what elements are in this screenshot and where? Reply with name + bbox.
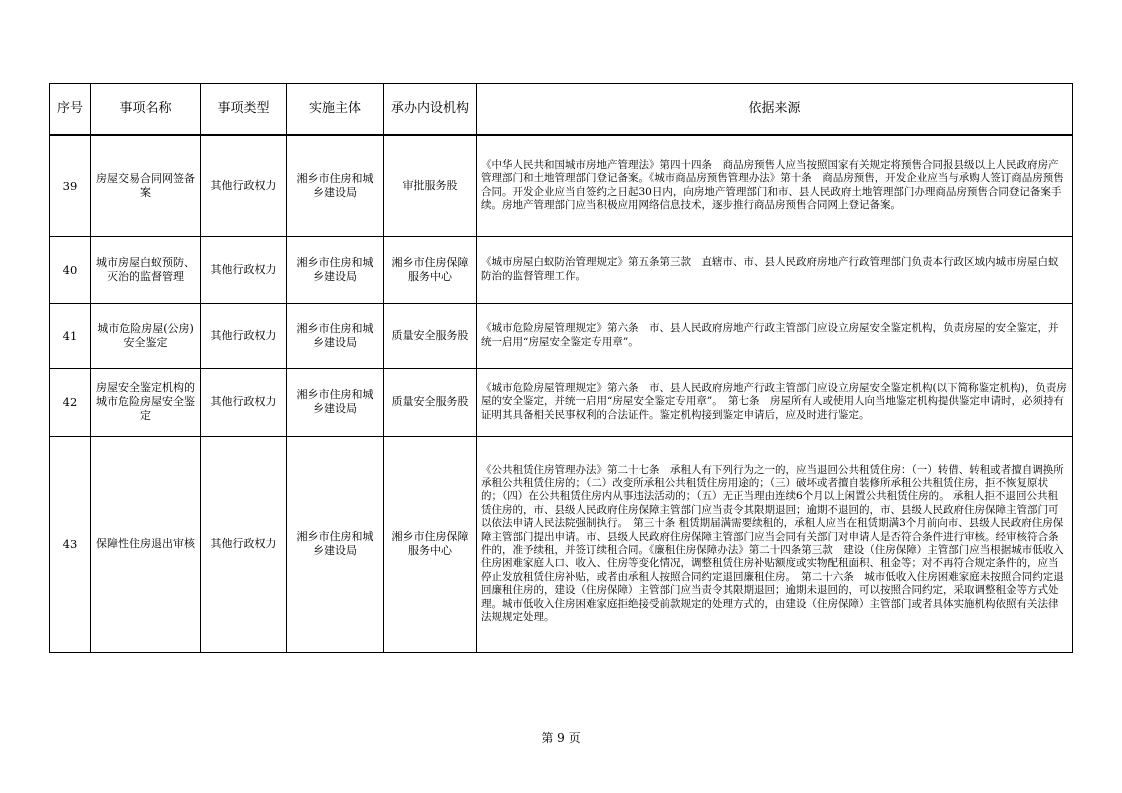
cell-name: 房屋安全鉴定机构的城市危险房屋安全鉴定 <box>91 368 201 436</box>
table-row <box>50 368 1073 436</box>
cell-type: 其他行政权力 <box>201 236 287 303</box>
cell-basis: 《公共租赁住房管理办法》第二十七条 承租人有下列行为之一的，应当退回公共租赁住房：（一）转借、转租或者擅自调换所承租公共租赁住房的；（二）改变所承租公共租赁住房用途的；（三）破坏或者擅自装修所承租公共租赁住房，拒不恢复原状的；（四）在公共租赁住房内从事违法活动的；（五）无正当理由连续6个月以上闲置公共租赁住房的。 承租人拒不退回公共租赁住房的，市、县级人民政府住房保障主管部门应当责令其限期退回；逾期不退回的，市、县级人民政府住房保障主管部门可以依法申请人民法院强制执行。 第三十条 租赁期届满需要续租的，承租人应当在租赁期满3个月前向市、县级人民政府住房保障主管部门提出申请。市、县级人民政府住房保障主管部门应当会同有关部门对申请人是否符合条件进行审核。经审核符合条件的，准予续租，并签订续租合同。《廉租住房保障办法》第二十四条第三款 建设（住房保障）主管部门应当根据城市低收入住房困难家庭人口、收入、住房等变化情况，调整租赁住房补贴额度或实物配租面积、租金等；对不再符合规定条件的，应当停止发放租赁住房补贴，或者由承租人按照合同约定退回廉租住房。 第二十六条 城市低收入住房困难家庭未按照合同约定退回廉租住房的，建设（住房保障）主管部门应当责令其限期退回；逾期未退回的，可以按照合同约定，采取调整租金等方式处理。城市低收入住房困难家庭拒绝接受前款规定的处理方式的，由建设（住房保障）主管部门或者具体实施机构依照有关法律法规规定处理。 <box>477 436 1073 652</box>
cell-type: 其他行政权力 <box>201 303 287 368</box>
cell-subject: 湘乡市住房和城乡建设局 <box>287 436 384 652</box>
page-number-suffix: 页 <box>568 731 581 745</box>
cell-type: 其他行政权力 <box>201 135 287 236</box>
cell-basis: 《城市危险房屋管理规定》第六条 市、县人民政府房地产行政主管部门应设立房屋安全鉴定机构，负责房屋的安全鉴定，并统一启用“房屋安全鉴定专用章”。 <box>477 303 1073 368</box>
cell-basis: 《城市房屋白蚁防治管理规定》第五条第三款 直辖市、市、县人民政府房地产行政管理部门负责本行政区域内城市房屋白蚁防治的监督管理工作。 <box>477 236 1073 303</box>
cell-subject: 湘乡市住房和城乡建设局 <box>287 368 384 436</box>
cell-seq: 41 <box>50 303 91 368</box>
header-type: 事项类型 <box>201 84 287 136</box>
cell-basis: 《城市危险房屋管理规定》第六条 市、县人民政府房地产行政主管部门应设立房屋安全鉴定机构(以下简称鉴定机构)，负责房屋的安全鉴定，并统一启用“房屋安全鉴定专用章”。 第七条 房屋所有人或使用人向当地鉴定机构提供鉴定申请时，必须持有证明其具备相关民事权利的合法证件。鉴定机构接到鉴定申请后，应及时进行鉴定。 <box>477 368 1073 436</box>
table-header-row <box>50 84 1073 136</box>
cell-basis: 《中华人民共和国城市房地产管理法》第四十四条 商品房预售人应当按照国家有关规定将预售合同报县级以上人民政府房产管理部门和土地管理部门登记备案。《城市商品房预售管理办法》第十条 商品房预售，开发企业应当与承购人签订商品房预售合同。开发企业应当自签约之日起30日内，向房地产管理部门和市、县人民政府土地管理部门办理商品房预售合同登记备案手续。房地产管理部门应当积极应用网络信息技术，逐步推行商品房预售合同网上登记备案。 <box>477 135 1073 236</box>
cell-org: 审批服务股 <box>384 135 477 236</box>
cell-type: 其他行政权力 <box>201 368 287 436</box>
table-row <box>50 436 1073 652</box>
cell-type: 其他行政权力 <box>201 436 287 652</box>
cell-seq: 43 <box>50 436 91 652</box>
cell-org: 质量安全服务股 <box>384 368 477 436</box>
table-row <box>50 236 1073 303</box>
cell-seq: 39 <box>50 135 91 236</box>
cell-subject: 湘乡市住房和城乡建设局 <box>287 135 384 236</box>
cell-seq: 40 <box>50 236 91 303</box>
cell-subject: 湘乡市住房和城乡建设局 <box>287 236 384 303</box>
header-seq: 序号 <box>50 84 91 136</box>
cell-org: 湘乡市住房保障服务中心 <box>384 436 477 652</box>
cell-subject: 湘乡市住房和城乡建设局 <box>287 303 384 368</box>
page-number-prefix: 第 <box>541 731 554 745</box>
table-row <box>50 135 1073 236</box>
cell-name: 城市危险房屋(公房)安全鉴定 <box>91 303 201 368</box>
header-org: 承办内设机构 <box>384 84 477 136</box>
page-number: 9 <box>557 731 565 745</box>
cell-org: 湘乡市住房保障服务中心 <box>384 236 477 303</box>
table-row <box>50 303 1073 368</box>
cell-name: 城市房屋白蚁预防、灭治的监督管理 <box>91 236 201 303</box>
header-name: 事项名称 <box>91 84 201 136</box>
cell-name: 房屋交易合同网签备案 <box>91 135 201 236</box>
cell-org: 质量安全服务股 <box>384 303 477 368</box>
power-list-table <box>49 83 1073 653</box>
header-subject: 实施主体 <box>287 84 384 136</box>
header-basis: 依据来源 <box>477 84 1073 136</box>
cell-name: 保障性住房退出审核 <box>91 436 201 652</box>
page-footer <box>0 729 1122 746</box>
cell-seq: 42 <box>50 368 91 436</box>
